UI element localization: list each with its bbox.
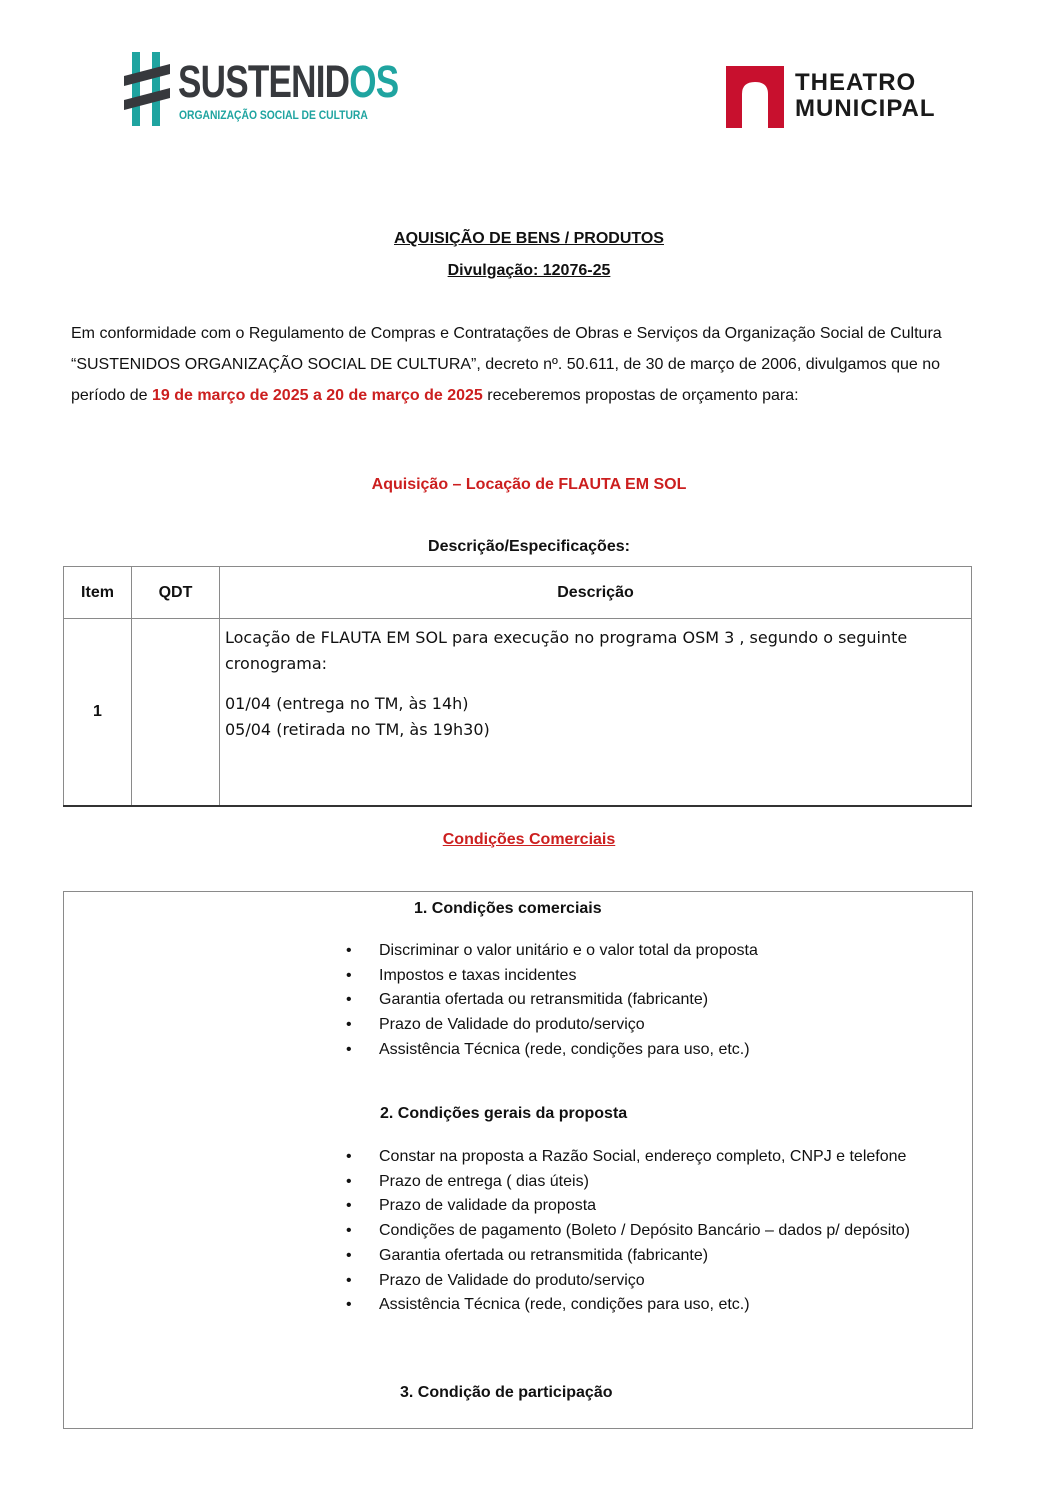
desc-line: 05/04 (retirada no TM, às 19h30): [225, 720, 490, 739]
bullet-icon: •: [346, 991, 352, 1009]
bullet-icon: •: [346, 1148, 352, 1165]
list-item: • Impostos e taxas incidentes: [334, 964, 974, 989]
specification-table: [63, 566, 972, 807]
theatro-arch-icon: [724, 64, 788, 130]
bullet-icon: •: [346, 1222, 352, 1240]
desc-line: Locação de FLAUTA EM SOL para execução no programa OSM 3 , segundo o seguinte cronograma:: [225, 628, 908, 673]
list-item: • Garantia ofertada ou retransmitida (fabricante): [334, 1244, 974, 1269]
section2-heading: 2. Condições gerais da proposta: [380, 1105, 628, 1122]
list-item: • Prazo de entrega ( dias úteis): [334, 1170, 974, 1195]
cell-qdt: [132, 619, 220, 807]
bullet-icon: •: [346, 942, 352, 959]
theatro-municipal-logo: [724, 64, 974, 130]
bullet-icon: •: [346, 1040, 352, 1058]
section2-list: [334, 1145, 974, 1318]
sustenidos-logo: [124, 50, 399, 130]
list-item: • Condições de pagamento (Boleto / Depósito Bancário – dados p/ depósito): [334, 1219, 974, 1244]
section1-list: [334, 939, 974, 1063]
description-title: Descrição/Especificações:: [428, 538, 630, 555]
cell-item: 1: [64, 619, 132, 807]
period-highlight: 19 de março de 2025 a 20 de março de 2025: [151, 387, 483, 404]
list-item: • Prazo de Validade do produto/serviço: [334, 1013, 974, 1038]
commercial-conditions-title: Condições Comerciais: [442, 831, 616, 848]
header-item: Item: [64, 567, 132, 619]
list-item: • Constar na proposta a Razão Social, endereço completo, CNPJ e telefone: [334, 1145, 974, 1170]
bullet-icon: •: [346, 1016, 352, 1034]
section1-heading: 1. Condições comerciais: [414, 900, 602, 917]
list-item: • Garantia ofertada ou retransmitida (fabricante): [334, 988, 974, 1013]
list-item: • Prazo de validade da proposta: [334, 1194, 974, 1219]
list-item: • Prazo de Validade do produto/serviço: [334, 1269, 974, 1294]
sustenidos-subtitle: ORGANIZAÇÃO SOCIAL DE CULTURA: [179, 108, 368, 122]
bullet-icon: •: [346, 966, 352, 984]
bullet-icon: •: [346, 1197, 352, 1215]
theatro-line2: MUNICIPAL: [795, 95, 936, 122]
bullet-icon: •: [346, 1172, 352, 1190]
document-subtitle: Divulgação: 12076-25: [447, 262, 611, 279]
theatro-line1: THEATRO: [795, 69, 917, 96]
intro-paragraph: Em conformidade com o Regulamento de Compras e Contratações de Obras e Serviços da Organização Social de Cultura “SUSTENIDOS ORGANIZAÇÃO SOCIAL DE CULTURA”, decreto nº. 50.611, de 30 de março de 2006, divulgamos que no período de 19 de março de 2025 a 20 de março de 2025 receberemos propostas de orçamento para:: [71, 325, 942, 404]
hashtag-icon: [124, 50, 176, 128]
bullet-icon: •: [346, 1246, 352, 1264]
section3-heading: 3. Condição de participação: [400, 1384, 613, 1401]
header-qdt: QDT: [132, 567, 220, 619]
list-item: • Assistência Técnica (rede, condições para uso, etc.): [334, 1293, 974, 1318]
list-item: • Assistência Técnica (rede, condições para uso, etc.): [334, 1038, 974, 1063]
table-header-row: [64, 567, 972, 619]
bullet-icon: •: [346, 1296, 352, 1314]
document-title: AQUISIÇÃO DE BENS / PRODUTOS: [394, 230, 664, 247]
sustenidos-wordmark: SUSTENIDOS: [178, 56, 399, 107]
header-descricao: Descrição: [220, 567, 972, 619]
desc-line: 01/04 (entrega no TM, às 14h): [225, 694, 469, 713]
bullet-icon: •: [346, 1271, 352, 1289]
list-item: • Discriminar o valor unitário e o valor total da proposta: [334, 939, 974, 964]
conditions-box: [63, 891, 973, 1429]
acquisition-title: Aquisição – Locação de FLAUTA EM SOL: [371, 476, 687, 493]
table-row: [64, 619, 972, 807]
cell-descricao: [220, 619, 972, 807]
